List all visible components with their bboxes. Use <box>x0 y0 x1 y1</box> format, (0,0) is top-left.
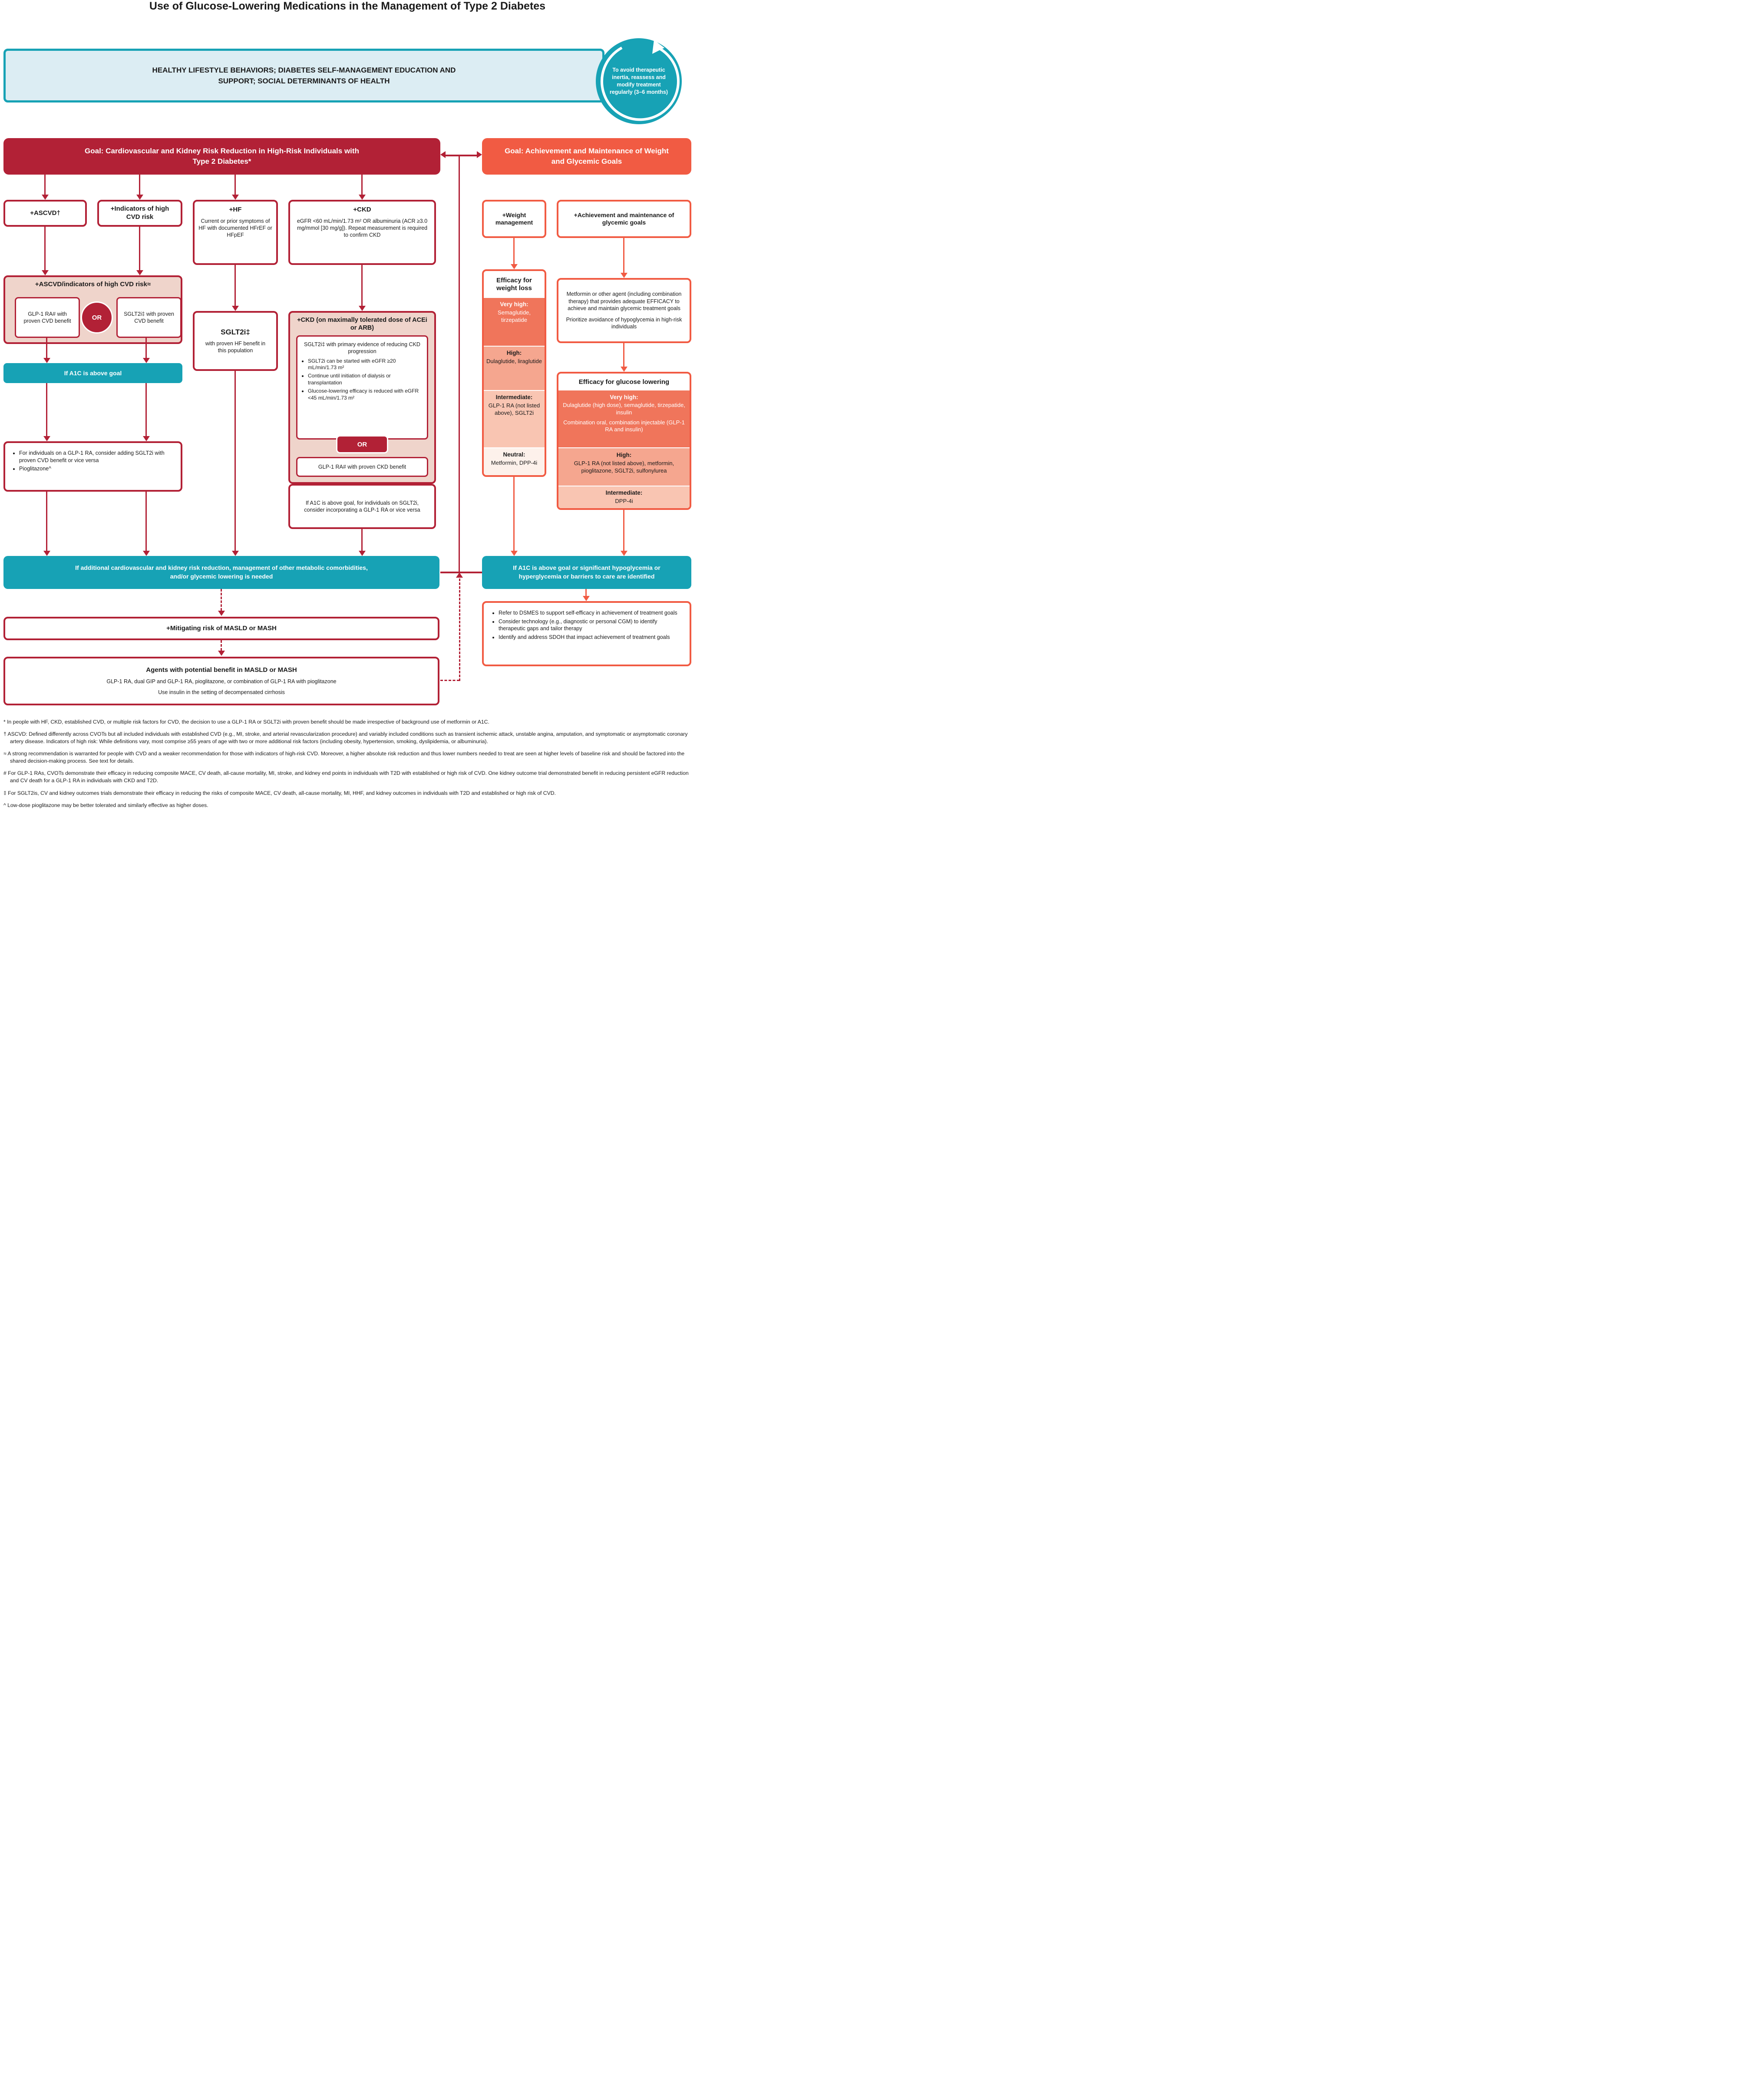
additional-needs-bar <box>3 556 439 589</box>
weight-management-text: +Weight management <box>495 211 533 226</box>
flow-line <box>585 589 587 596</box>
flow-line <box>145 338 147 358</box>
arrowhead-down-icon <box>621 367 627 372</box>
a1c-barriers-bar <box>482 556 691 589</box>
hf-box <box>193 200 278 265</box>
flow-line <box>361 175 363 195</box>
masld-box-text: +Mitigating risk of MASLD or MASH <box>166 624 277 632</box>
ascvd-group-title: +ASCVD/indicators of high CVD risk≈ <box>35 281 151 288</box>
lifestyle-banner <box>3 49 604 103</box>
additional-needs-text: If additional cardiovascular and kidney risk reduction, management of other metabolic comorbidities, and/or glycemic lowering is needed <box>75 564 368 580</box>
flow-line <box>513 238 515 264</box>
weight-management-box <box>482 200 546 238</box>
ckd-glp1-text: GLP-1 RA# with proven CKD benefit <box>318 463 406 470</box>
ckd-bullet-item: • Glucose-lowering efficacy is reduced with eGFR <45 mL/min/1.73 m² <box>308 388 423 402</box>
weight-band-intermediate <box>484 390 545 447</box>
sglt2i-cvd-box <box>116 297 182 338</box>
band-drugs: DPP-4i <box>615 498 633 505</box>
glycemic-metformin-p2: Prioritize avoidance of hypoglycemia in high-risk individuals <box>566 317 682 330</box>
lifestyle-banner-text: HEALTHY LIFESTYLE BEHAVIORS; DIABETES SELF-MANAGEMENT EDUCATION AND SUPPORT; SOCIAL DETERMINANTS OF HEALTH <box>152 66 456 85</box>
arrowhead-down-icon <box>583 596 590 601</box>
weight-band-neutral <box>484 447 545 475</box>
glycemic-metformin-p1: Metformin or other agent (including combination therapy) that provides adequate EFFICACY to achieve and maintain glycemic treatment goals <box>566 291 682 311</box>
a1c-option-item: • For individuals on a GLP-1 RA, consider adding SGLT2i with proven CVD benefit or vice versa <box>19 450 175 464</box>
band-label: Intermediate: <box>495 394 533 400</box>
hf-box-body: Current or prior symptoms of HF with documented HFrEF or HFpEF <box>198 218 272 238</box>
footnote: ^ Low-dose pioglitazone may be better tolerated and similarly effective as higher doses. <box>3 802 208 808</box>
ckd-or-text: OR <box>357 440 367 448</box>
support-actions-box <box>482 601 691 666</box>
footnote: # For GLP-1 RAs, CVOTs demonstrate their efficacy in reducing composite MACE, CV death, all-cause mortality, MI, stroke, and kidney end points in individuals with T2D with established or high risk of CVD. One kidney outcome trial demonstrated benefit in reducing persistent eGFR reduction and CV death for a GLP-1 RA in individuals with CKD and T2D. <box>3 770 689 784</box>
arrowhead-down-icon <box>43 551 50 556</box>
a1c-options-box <box>3 441 182 492</box>
arrowhead-down-icon <box>143 551 150 556</box>
sglt2i-hf-title: SGLT2i‡ <box>221 327 250 336</box>
glucose-band-high <box>558 447 690 486</box>
feedback-dashed-vertical <box>459 579 460 681</box>
hf-box-title: +HF <box>229 206 242 213</box>
feedback-dashed-horizontal <box>440 680 459 681</box>
flow-line <box>44 227 46 270</box>
band-drugs: GLP-1 RA (not listed above), SGLT2i <box>488 402 540 416</box>
goal-header-cv-kidney <box>3 138 440 175</box>
arrowhead-down-icon <box>43 358 50 363</box>
flow-line <box>139 227 140 270</box>
glucose-band-very-high <box>558 390 690 448</box>
arrowhead-down-icon <box>136 270 143 275</box>
arrowhead-down-icon <box>218 651 225 656</box>
ckd-bullet-item: • Continue until initiation of dialysis or transplantation <box>308 373 423 387</box>
flow-line <box>361 265 363 306</box>
ckd-sglt2i-evidence-title: SGLT2i‡ with primary evidence of reducing CKD progression <box>304 341 420 355</box>
glp1-cvd-text: GLP-1 RA# with proven CVD benefit <box>23 311 71 324</box>
masld-agents-title: Agents with potential benefit in MASLD or MASH <box>146 666 297 674</box>
indicators-box <box>97 200 182 227</box>
weight-efficacy-title: Efficacy for weight loss <box>496 277 532 292</box>
reassess-badge-text: To avoid therapeutic inertia, reassess and modify treatment regularly (3–6 months) <box>609 67 668 95</box>
flow-line <box>513 477 515 551</box>
band-label: High: <box>506 350 522 356</box>
support-action-item: • Identify and address SDOH that impact achievement of treatment goals <box>499 634 683 641</box>
or-circle-text: OR <box>92 314 102 321</box>
masld-agents-line2: Use insulin in the setting of decompensated cirrhosis <box>158 689 285 695</box>
masld-box <box>3 617 439 640</box>
arrowhead-left-icon <box>440 151 446 158</box>
flow-line <box>623 343 624 367</box>
ckd-glp1-box <box>296 457 428 477</box>
achievement-box <box>557 200 691 238</box>
arrowhead-down-icon <box>143 358 150 363</box>
band-label: Very high: <box>610 394 638 400</box>
band-label: High: <box>616 452 632 459</box>
dashed-flow-line <box>221 589 222 611</box>
footnote: † ASCVD: Defined differently across CVOTs but all included individuals with established CVD (e.g., MI, stroke, and arterial revascularization procedure) and variably included conditions such as transient ischemic attack, unstable angina, amputation, and symptomatic or asymptomatic coronary artery disease. Indicators of high risk: While definitions vary, most comprise ≥55 years of age with two or more additional risk factors (including obesity, hypertension, smoking, dyslipidemia, or albuminuria). <box>3 731 688 745</box>
footnote: * In people with HF, CKD, established CVD, or multiple risk factors for CVD, the decision to use a GLP-1 RA or SGLT2i with proven benefit should be made irrespective of background use of metformin or A1C. <box>3 719 489 725</box>
arrowhead-up-icon <box>456 572 463 578</box>
flow-line <box>623 510 624 551</box>
achievement-text: +Achievement and maintenance of glycemic goals <box>574 211 674 226</box>
flow-line <box>361 529 363 551</box>
ckd-group-title: +CKD (on maximally tolerated dose of ACEi or ARB) <box>297 317 427 332</box>
band-drugs: Combination oral, combination injectable (GLP-1 RA and insulin) <box>563 419 685 433</box>
flow-line <box>234 371 236 551</box>
arrowhead-down-icon <box>511 264 518 269</box>
glp1-cvd-box <box>15 297 80 338</box>
arrowhead-down-icon <box>42 270 49 275</box>
band-drugs: Semaglutide, tirzepatide <box>498 309 531 323</box>
band-drugs: GLP-1 RA (not listed above), metformin, pioglitazone, SGLT2i, sulfonylurea <box>574 460 674 474</box>
glucose-efficacy-box <box>557 372 691 510</box>
ckd-or-pill <box>336 435 388 453</box>
footnote: ≈ A strong recommendation is warranted for people with CVD and a weaker recommendation for those with indicators of high-risk CVD. Moreover, a higher absolute risk reduction and thus lower numbers needed to treat are seen at higher levels of baseline risk and should be factored into the shared decision-making process. See text for details. <box>3 751 685 764</box>
circular-arrow-icon <box>596 38 682 124</box>
a1c-barriers-text: If A1C is above goal or significant hypoglycemia or hyperglycemia or barriers to care are identified <box>513 564 660 580</box>
reassess-badge <box>596 38 682 124</box>
ckd-box <box>288 200 436 265</box>
page-title: Use of Glucose-Lowering Medications in the Management of Type 2 Diabetes <box>149 0 546 12</box>
footnote: ‡ For SGLT2is, CV and kidney outcomes trials demonstrate their efficacy in reducing the risks of composite MACE, CV death, all-cause mortality, MI, HHF, and kidney outcomes in individuals with T2D and established or high risk of CVD. <box>3 790 556 796</box>
masld-agents-box <box>3 657 439 705</box>
flow-line <box>139 175 140 195</box>
support-action-item: • Consider technology (e.g., diagnostic or personal CGM) to identify therapeutic gaps and tailor therapy <box>499 618 683 632</box>
ascvd-box-text: +ASCVD† <box>30 209 60 217</box>
goal-header-weight-glycemic <box>482 138 691 175</box>
figure-canvas <box>0 0 695 840</box>
goal-header-weight-glycemic-text: Goal: Achievement and Maintenance of Weight and Glycemic Goals <box>505 147 669 165</box>
glucose-efficacy-title: Efficacy for glucose lowering <box>578 378 670 386</box>
flow-line <box>44 175 46 195</box>
arrowhead-down-icon <box>136 195 143 200</box>
arrowhead-down-icon <box>232 306 239 311</box>
arrowhead-down-icon <box>621 273 627 278</box>
a1c-option-item: • Pioglitazone^ <box>19 465 175 473</box>
sglt2i-hf-box <box>193 311 278 371</box>
flow-line <box>234 265 236 306</box>
a1c-above-goal-bar <box>3 363 182 383</box>
sglt2i-hf-body: with proven HF benefit in this population <box>205 340 266 354</box>
arrowhead-right-icon <box>477 151 482 158</box>
arrowhead-down-icon <box>359 551 366 556</box>
flow-line <box>46 338 47 358</box>
arrowhead-down-icon <box>43 436 50 441</box>
or-circle <box>81 301 113 334</box>
sglt2i-cvd-text: SGLT2i‡ with proven CVD benefit <box>124 311 174 324</box>
flow-line <box>623 238 624 273</box>
weight-efficacy-box <box>482 269 546 477</box>
band-label: Neutral: <box>503 451 525 458</box>
arrowhead-down-icon <box>621 551 627 556</box>
goal-header-cv-kidney-text: Goal: Cardiovascular and Kidney Risk Reduction in High-Risk Individuals with Type 2 Diabetes* <box>85 147 359 165</box>
arrowhead-down-icon <box>359 306 366 311</box>
band-label: Intermediate: <box>605 489 643 496</box>
band-drugs: Dulaglutide (high dose), semaglutide, tirzepatide, insulin <box>563 402 685 416</box>
ckd-sglt2i-evidence-box <box>296 335 428 440</box>
arrowhead-down-icon <box>218 611 225 616</box>
band-drugs: Metformin, DPP-4i <box>491 459 538 466</box>
support-action-item: • Refer to DSMES to support self-efficacy in achievement of treatment goals <box>499 609 683 617</box>
ckd-box-body: eGFR <60 mL/min/1.73 m² OR albuminuria (ACR ≥3.0 mg/mmol [30 mg/g]). Repeat measurement is required to confirm CKD <box>297 218 428 238</box>
flow-line <box>46 492 47 551</box>
glucose-band-intermediate <box>558 486 690 508</box>
ckd-note-text: If A1C is above goal, for individuals on SGLT2i, consider incorporating a GLP-1 RA or vice versa <box>304 499 420 513</box>
flow-line <box>145 492 147 551</box>
band-label: Very high: <box>500 301 528 308</box>
weight-band-very-high <box>484 298 545 346</box>
a1c-above-goal-text: If A1C is above goal <box>64 370 122 377</box>
band-drugs: Dulaglutide, liraglutide <box>486 357 542 364</box>
footnotes <box>3 718 691 814</box>
flow-line <box>145 383 147 436</box>
arrowhead-down-icon <box>232 551 239 556</box>
arrowhead-down-icon <box>143 436 150 441</box>
arrowhead-down-icon <box>359 195 366 200</box>
arrowhead-down-icon <box>232 195 239 200</box>
ckd-box-title: +CKD <box>353 206 371 213</box>
ckd-note-box <box>288 484 436 529</box>
indicators-box-text: +Indicators of high CVD risk <box>110 205 169 221</box>
arrowhead-down-icon <box>42 195 49 200</box>
weight-band-high <box>484 346 545 390</box>
goal-connector-line <box>446 155 477 156</box>
flow-line <box>46 383 47 436</box>
ckd-bullet-item: • SGLT2i can be started with eGFR ≥20 mL/min/1.73 m² <box>308 358 423 372</box>
flow-line <box>234 175 236 195</box>
arrowhead-down-icon <box>511 551 518 556</box>
ascvd-box <box>3 200 87 227</box>
glycemic-metformin-box <box>557 278 691 343</box>
feedback-line-vertical <box>459 155 460 572</box>
masld-agents-line1: GLP-1 RA, dual GIP and GLP-1 RA, pioglitazone, or combination of GLP-1 RA with pioglitazone <box>106 678 337 685</box>
dashed-flow-line <box>221 640 222 651</box>
